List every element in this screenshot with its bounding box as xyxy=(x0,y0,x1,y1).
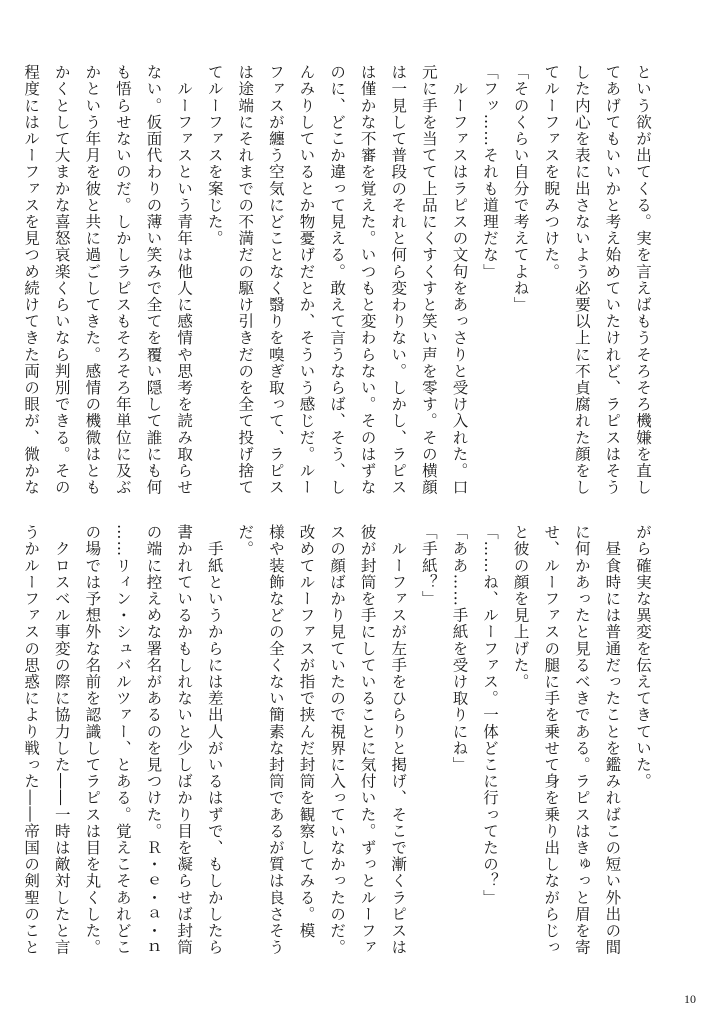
text-line: の端に控えめな署名があるのを見つけた。Ｒ・ｅ・ａ・ｎ xyxy=(144,524,163,956)
text-line: うかルーファスの思惑により戦った――帝国の剣聖のこと xyxy=(22,524,41,956)
text-line: 「……ね、ルーファス。一体どこに行ってたの？」 xyxy=(481,524,500,906)
text-line: は一見して普段のそれと何ら変わりない。しかし、ラピス xyxy=(389,64,408,496)
text-line: は途端にそれまでの不満だの駆け引きだのを全て投げ捨て xyxy=(236,64,255,496)
text-line: に何かあったと見るべきである。ラピスはきゅっと眉を寄 xyxy=(572,524,591,956)
text-line: てルーファスを案じた。 xyxy=(205,64,224,247)
text-line: 昼食時には普通だったことを鑑みればこの短い外出の間 xyxy=(603,524,622,956)
text-line: ルーファスが左手をひらりと掲げ、そこで漸くラピスは xyxy=(389,524,408,956)
text-line: んみりしているとか物憂げだとか、そういう感じだ。ルー xyxy=(297,64,316,496)
text-line: 「フッ……それも道理だな」 xyxy=(481,64,500,280)
text-line: のに、どこか違って見える。敢えて言うならば、そう、し xyxy=(328,64,347,496)
text-line: かという年月を彼と共に過ごしてきた。感情の機微はとも xyxy=(83,64,102,496)
text-line: という欲が出てくる。実を言えばもうそろそろ機嫌を直し xyxy=(634,64,652,496)
text-line: 書かれているかもしれないと少しばかり目を凝らせば封筒 xyxy=(175,524,194,956)
text-line: ない。仮面代わりの薄い笑みで全てを覆い隠して誰にも何 xyxy=(144,64,163,496)
text-line: 程度にはルーファスを見つめ続けてきた両の眼が、微かな xyxy=(22,64,41,496)
text-line: 「そのくらい自分で考えてよね」 xyxy=(511,64,530,313)
text-line: 様や装飾などの全くない簡素な封筒であるが質は良さそう xyxy=(266,524,285,956)
text-line: も悟らせないのだ。しかしラピスもそろそろ年単位に及ぶ xyxy=(113,64,132,496)
text-block-lower xyxy=(22,524,658,956)
text-line: した内心を表に出さないよう必要以上に不貞腐れた顔をし xyxy=(572,64,591,496)
text-line: は僅かな不審を覚えた。いつもと変わらない。そのはずな xyxy=(358,64,377,496)
text-line: 彼が封筒を手にしていることに気付いた。ずっとルーファ xyxy=(358,524,377,956)
text-line: と彼の顔を見上げた。 xyxy=(511,524,530,690)
text-line: がら確実な異変を伝えてきていた。 xyxy=(634,524,652,790)
text-line: 「ああ……手紙を受け取りにね」 xyxy=(450,524,469,773)
text-line: スの顔ばかり見ていたので視界に入っていなかったのだ。 xyxy=(328,524,347,956)
text-line: の場では予想外な名前を認識してラピスは目を丸くした。 xyxy=(83,524,102,956)
text-line: せ、ルーファスの腿に手を乗せて身を乗り出しながらじっ xyxy=(542,524,561,956)
text-line: てあげてもいいかと考え始めていたけれど、ラピスはそう xyxy=(603,64,622,496)
text-line: ルーファスはラピスの文句をあっさりと受け入れた。口 xyxy=(450,64,469,496)
text-line: 改めてルーファスが指で挟んだ封筒を観察してみる。模 xyxy=(297,524,316,939)
text-line: 元に手を当てて上品にくすくすと笑い声を零す。その横顔 xyxy=(419,64,438,496)
text-line: ……リィン・シュバルツァー、とある。覚えこそあれどこ xyxy=(113,524,132,956)
text-line: クロスベル事変の際に協力した――一時は敵対したと言 xyxy=(52,524,71,956)
page-number: 10 xyxy=(684,992,696,1006)
text-line: ルーファスという青年は他人に感情や思考を読み取らせ xyxy=(175,64,194,496)
text-line: だ。 xyxy=(236,524,255,558)
text-line: かくとして大まかな喜怒哀楽くらいなら判別できる。その xyxy=(52,64,71,496)
text-line: ファスが纏う空気にどことなく翳りを嗅ぎ取って、ラピス xyxy=(266,64,285,496)
text-line: 手紙というからには差出人がいるはずで、もしかしたら xyxy=(205,524,224,956)
text-line: 「手紙？」 xyxy=(419,524,438,607)
text-block-upper xyxy=(22,64,658,496)
text-line: てルーファスを睨みつけた。 xyxy=(542,64,561,280)
